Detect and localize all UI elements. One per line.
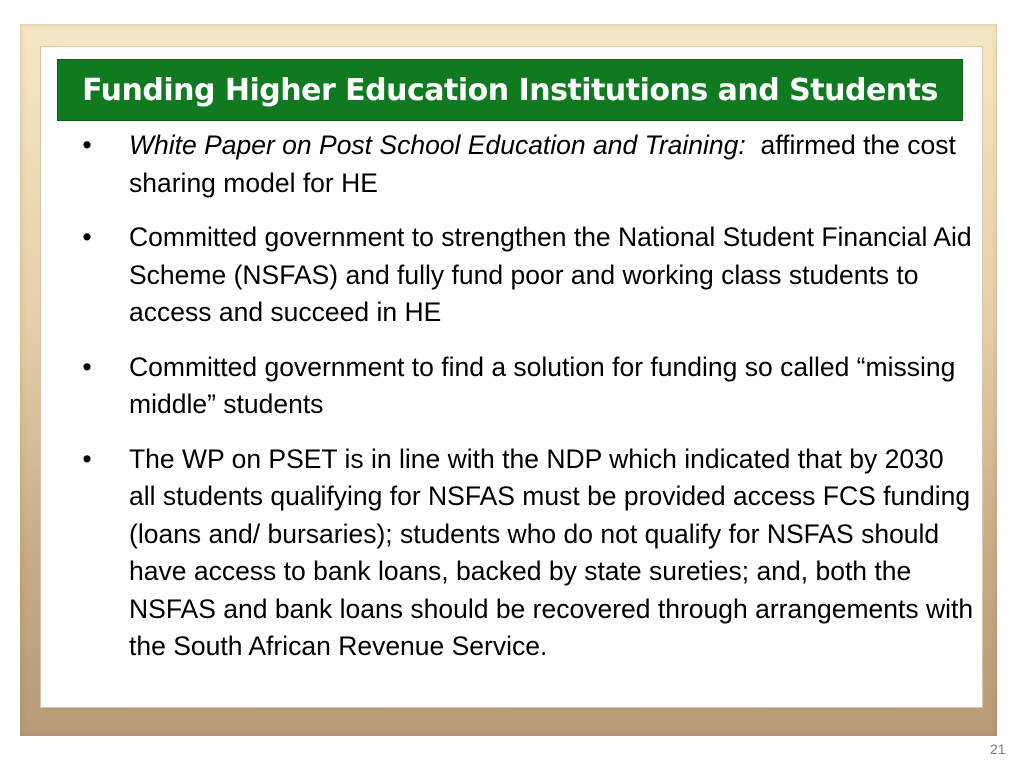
bullet-marker: • (82, 443, 92, 474)
bullet-text: Committed government to find a solution for funding so called “missing middle” students (129, 351, 956, 419)
bullet-item-missing-middle (67, 349, 977, 424)
bullet-text: The WP on PSET is in line with the NDP which indicated that by 2030 all students qualifying for NSFAS must be provided access FCS funding (loans and/ bursaries); students who do not qualify for NSFAS should have access to bank loans, backed by state sureties; and, both the NSFAS and bank loans should be recovered through arrangements with the South African Revenue Service. (129, 443, 974, 661)
bullet-list (67, 127, 977, 683)
bullet-text: affirmed the cost sharing model for HE (129, 130, 964, 198)
page-number: 21 (990, 741, 1006, 757)
slide-frame (20, 24, 997, 736)
slide-title: Funding Higher Education Institutions and Students (82, 72, 938, 108)
bullet-item-white-paper (67, 127, 977, 202)
bullet-item-nsfas (67, 219, 977, 332)
bullet-text: Committed government to strengthen the National Student Financial Aid Scheme (NSFAS) and fully fund poor and working class students to access and succeed in HE (129, 222, 972, 327)
title-bar (57, 59, 963, 121)
white-paper-title: White Paper on Post School Education and Training: (129, 130, 746, 160)
bullet-marker: • (82, 222, 92, 252)
bullet-item-ndp (67, 441, 977, 666)
bullet-marker: • (82, 351, 92, 382)
content-panel (40, 46, 983, 708)
bullet-marker: • (82, 130, 92, 160)
